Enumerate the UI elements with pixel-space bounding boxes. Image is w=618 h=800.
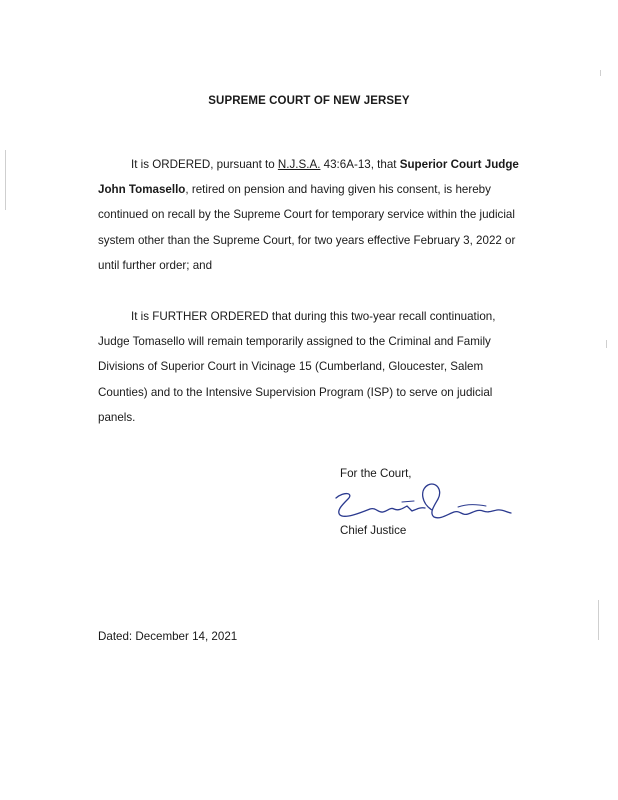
- para1-text-3: , retired on pension and having given his consent, is hereby continued on recall by the Supreme Court for temporary service within the judicial system other than the Supreme Court, for two years effective February 3, 2022 or until further order; and: [98, 183, 516, 272]
- document-title: SUPREME COURT OF NEW JERSEY: [208, 95, 410, 107]
- scan-artifact: [598, 600, 599, 640]
- para1-text-2: 43:6A-13, that: [320, 158, 400, 171]
- scan-artifact: [606, 340, 607, 348]
- scan-artifact: [5, 150, 6, 210]
- chief-justice-label: Chief Justice: [340, 524, 407, 537]
- para2-text: It is FURTHER ORDERED that during this two-year recall continuation, Judge Tomasello will remain temporarily assigned to the Criminal and Family Divisions of Superior Court in Vicinage 15 (Cumberland, Gloucester, Salem Counties) and to the Intensive Supervision Program (ISP) to serve on judicial panels.: [98, 310, 496, 424]
- order-paragraph-1: [98, 152, 528, 278]
- for-the-court-label: For the Court,: [340, 467, 412, 480]
- judge-name: Superior Court Judge John Tomasello: [98, 158, 519, 197]
- statute-reference: N.J.S.A.: [277, 158, 321, 171]
- para1-text-1: It is ORDERED, pursuant to: [131, 158, 278, 171]
- order-paragraph-2: [98, 304, 528, 430]
- scan-artifact: [600, 70, 601, 76]
- handwritten-signature: [330, 482, 515, 528]
- dated-line: Dated: December 14, 2021: [98, 630, 238, 643]
